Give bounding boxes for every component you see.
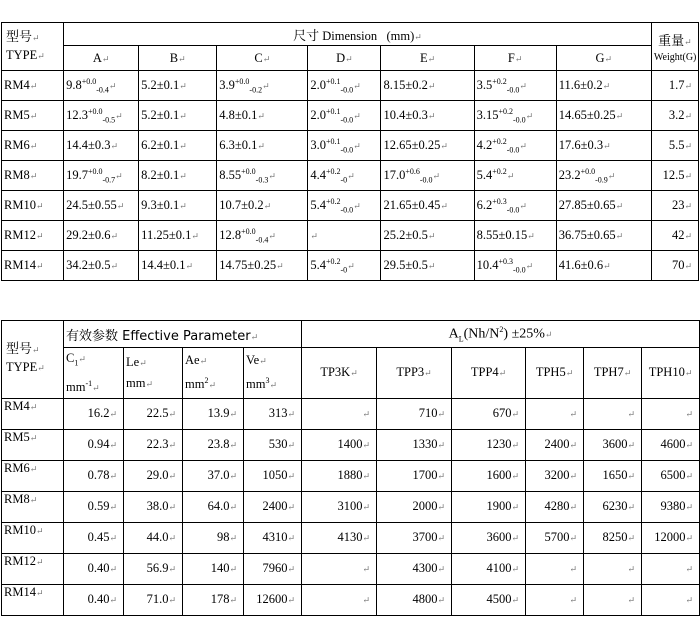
cell-weight: 23↵ [651, 191, 698, 221]
row-type: RM8↵ [2, 491, 64, 522]
material-col-tph5: TPH5↵ [526, 348, 584, 399]
effective-parameter-header: 有效参数 Effective Parameter↵ [64, 321, 302, 348]
cell-tph10: ↵ [642, 398, 700, 429]
cell-f: $3.5^{+0.2}_{-0.0}↵$ [474, 71, 556, 101]
cell-tph7: ↵ [584, 584, 642, 615]
cell-tpp3: 1330↵ [377, 429, 452, 460]
parameter-row-rm5 [2, 429, 700, 460]
cell-a: $9.8^{+0.0}_{-0.4}↵$ [64, 71, 139, 101]
cell-tpp3: 2000↵ [377, 491, 452, 522]
row-type: RM12↵ [2, 553, 64, 584]
cell-c1: 0.59↵ [64, 491, 124, 522]
cell-ae: 140↵ [183, 553, 244, 584]
cell-tph5: 5700↵ [526, 522, 584, 553]
parameter-row-rm12 [2, 553, 700, 584]
dimension-col-d: D↵ [308, 46, 381, 71]
cell-a: 24.5±0.55↵ [64, 191, 139, 221]
cell-tph5: ↵ [526, 398, 584, 429]
parameter-rows [2, 398, 700, 615]
cell-c1: 0.45↵ [64, 522, 124, 553]
cell-b: 5.2±0.1↵ [139, 101, 217, 131]
cell-tpp4: 670↵ [452, 398, 526, 429]
cell-tpp3: 1700↵ [377, 460, 452, 491]
cell-f: $5.4^{+0.2}↵$ [474, 161, 556, 191]
cell-ve: 1050↵ [244, 460, 302, 491]
cell-tph7: 1650↵ [584, 460, 642, 491]
cell-g: 17.6±0.3↵ [556, 131, 651, 161]
cell-c: 14.75±0.25↵ [217, 251, 308, 281]
cell-f: 8.55±0.15↵ [474, 221, 556, 251]
cell-le: 71.0↵ [124, 584, 183, 615]
cell-tph10: ↵ [642, 584, 700, 615]
cell-e: 25.2±0.5↵ [381, 221, 474, 251]
cell-ae: 64.0↵ [183, 491, 244, 522]
row-type: RM4↵ [2, 71, 64, 101]
cell-tph7: 6230↵ [584, 491, 642, 522]
cell-ve: 12600↵ [244, 584, 302, 615]
cell-tpp4: 4100↵ [452, 553, 526, 584]
row-type: RM6↵ [2, 131, 64, 161]
cell-weight: 12.5↵ [651, 161, 698, 191]
cell-tpp4: 1600↵ [452, 460, 526, 491]
cell-ve: 530↵ [244, 429, 302, 460]
cell-tph7: ↵ [584, 398, 642, 429]
dimension-row-rm14 [2, 251, 699, 281]
cell-tp3k: 1400↵ [302, 429, 377, 460]
dimension-column-headers [2, 46, 699, 71]
material-col-tpp4: TPP4↵ [452, 348, 526, 399]
cell-c: 4.8±0.1↵ [217, 101, 308, 131]
cell-tph5: 4280↵ [526, 491, 584, 522]
cell-c1: 16.2↵ [64, 398, 124, 429]
cell-tpp4: 4500↵ [452, 584, 526, 615]
cell-f: $10.4^{+0.3}_{-0.0}↵$ [474, 251, 556, 281]
cell-b: 6.2±0.1↵ [139, 131, 217, 161]
cell-ae: 178↵ [183, 584, 244, 615]
row-type: RM8↵ [2, 161, 64, 191]
cell-d: $5.4^{+0.2}_{-0}↵$ [308, 251, 381, 281]
cell-c: $12.8^{+0.0}_{-0.4}↵$ [217, 221, 308, 251]
cell-ae: 98↵ [183, 522, 244, 553]
param-col-ve: Ve↵ $mm^3↵$ [244, 348, 302, 399]
cell-c1: 0.40↵ [64, 553, 124, 584]
parameter-row-rm6 [2, 460, 700, 491]
cell-b: 9.3±0.1↵ [139, 191, 217, 221]
cell-a: $19.7^{+0.0}_{-0.7}↵$ [64, 161, 139, 191]
cell-ae: 37.0↵ [183, 460, 244, 491]
cell-c1: 0.78↵ [64, 460, 124, 491]
row-type: RM14↵ [2, 584, 64, 615]
cell-le: 22.3↵ [124, 429, 183, 460]
param-col-c1: $C_1↵$ $mm^{-1}↵$ [64, 348, 124, 399]
cell-tph10: 12000↵ [642, 522, 700, 553]
cell-tpp3: 4800↵ [377, 584, 452, 615]
cell-tp3k: 3100↵ [302, 491, 377, 522]
material-col-tp3k: TP3K↵ [302, 348, 377, 399]
cell-g: $23.2^{+0.0}_{-0.9}↵$ [556, 161, 651, 191]
type-header: 型号↵ TYPE↵ [2, 23, 64, 71]
cell-e: 8.15±0.2↵ [381, 71, 474, 101]
cell-tp3k: ↵ [302, 398, 377, 429]
parameter-row-rm10 [2, 522, 700, 553]
cell-weight: 5.5↵ [651, 131, 698, 161]
cell-f: $6.2^{+0.3}_{-0.0}↵$ [474, 191, 556, 221]
cell-c: $3.9^{+0.0}_{-0.2}↵$ [217, 71, 308, 101]
cell-le: 56.9↵ [124, 553, 183, 584]
cell-e: 29.5±0.5↵ [381, 251, 474, 281]
dimension-col-g: G↵ [556, 46, 651, 71]
cell-weight: 42↵ [651, 221, 698, 251]
cell-ve: 4310↵ [244, 522, 302, 553]
cell-tph5: 2400↵ [526, 429, 584, 460]
cell-ve: 2400↵ [244, 491, 302, 522]
cell-tph7: 3600↵ [584, 429, 642, 460]
cell-ae: 13.9↵ [183, 398, 244, 429]
cell-d: $5.4^{+0.2}_{-0.0}↵$ [308, 191, 381, 221]
cell-g: 36.75±0.65↵ [556, 221, 651, 251]
cell-tph10: 6500↵ [642, 460, 700, 491]
dimension-row-rm12 [2, 221, 699, 251]
cell-g: 27.85±0.65↵ [556, 191, 651, 221]
row-type: RM4↵ [2, 398, 64, 429]
parameter-row-rm14 [2, 584, 700, 615]
cell-tpp3: 710↵ [377, 398, 452, 429]
cell-tp3k: ↵ [302, 553, 377, 584]
dimension-row-rm4 [2, 71, 699, 101]
cell-f: $4.2^{+0.2}_{-0.0}↵$ [474, 131, 556, 161]
weight-header: 重量↵ Weight(G) [651, 23, 698, 71]
cell-a: 34.2±0.5↵ [64, 251, 139, 281]
cell-g: 41.6±0.6↵ [556, 251, 651, 281]
cell-le: 38.0↵ [124, 491, 183, 522]
cell-tpp4: 3600↵ [452, 522, 526, 553]
cell-tpp4: 1230↵ [452, 429, 526, 460]
cell-tph5: ↵ [526, 553, 584, 584]
cell-e: 10.4±0.3↵ [381, 101, 474, 131]
cell-d: ↵ [308, 221, 381, 251]
cell-c1: 0.94↵ [64, 429, 124, 460]
cell-tpp4: 1900↵ [452, 491, 526, 522]
al-header: $A_L(Nh/N^2)$ ±25%↵ [302, 321, 700, 348]
parameter-row-rm4 [2, 398, 700, 429]
dimension-row-rm10 [2, 191, 699, 221]
cell-b: 11.25±0.1↵ [139, 221, 217, 251]
row-type: RM14↵ [2, 251, 64, 281]
cell-le: 29.0↵ [124, 460, 183, 491]
dimension-col-c: C↵ [217, 46, 308, 71]
cell-tph10: ↵ [642, 553, 700, 584]
cell-e: $17.0^{+0.6}_{-0.0}↵$ [381, 161, 474, 191]
cell-d: $2.0^{+0.1}_{-0.0}↵$ [308, 71, 381, 101]
cell-c: 6.3±0.1↵ [217, 131, 308, 161]
cell-tph5: ↵ [526, 584, 584, 615]
cell-ve: 313↵ [244, 398, 302, 429]
cell-weight: 70↵ [651, 251, 698, 281]
cell-f: $3.15^{+0.2}_{-0.0}↵$ [474, 101, 556, 131]
dimension-row-rm6 [2, 131, 699, 161]
dimension-col-f: F↵ [474, 46, 556, 71]
dimension-header: 尺寸 Dimension (mm)↵ [64, 23, 652, 46]
cell-ve: 7960↵ [244, 553, 302, 584]
cell-c: 10.7±0.2↵ [217, 191, 308, 221]
cell-a: $12.3^{+0.0}_{-0.5}↵$ [64, 101, 139, 131]
dimension-row-rm8 [2, 161, 699, 191]
cell-ae: 23.8↵ [183, 429, 244, 460]
cell-b: 8.2±0.1↵ [139, 161, 217, 191]
cell-b: 5.2±0.1↵ [139, 71, 217, 101]
parameter-column-headers [2, 348, 700, 399]
dimension-rows [2, 71, 699, 281]
parameter-row-rm8 [2, 491, 700, 522]
cell-tph10: 9380↵ [642, 491, 700, 522]
row-type: RM6↵ [2, 460, 64, 491]
param-col-ae: Ae↵ $mm^2↵$ [183, 348, 244, 399]
dimension-col-a: A↵ [64, 46, 139, 71]
cell-e: 12.65±0.25↵ [381, 131, 474, 161]
dimension-table [1, 22, 699, 281]
cell-d: $2.0^{+0.1}_{-0.0}↵$ [308, 101, 381, 131]
cell-le: 22.5↵ [124, 398, 183, 429]
cell-tp3k: 1880↵ [302, 460, 377, 491]
row-type: RM10↵ [2, 522, 64, 553]
dimension-col-e: E↵ [381, 46, 474, 71]
material-col-tph7: TPH7↵ [584, 348, 642, 399]
row-type: RM10↵ [2, 191, 64, 221]
cell-c1: 0.40↵ [64, 584, 124, 615]
cell-e: 21.65±0.45↵ [381, 191, 474, 221]
cell-weight: 3.2↵ [651, 101, 698, 131]
cell-tph7: ↵ [584, 553, 642, 584]
param-col-le: Le↵ mm↵ [124, 348, 183, 399]
cell-b: 14.4±0.1↵ [139, 251, 217, 281]
cell-le: 44.0↵ [124, 522, 183, 553]
row-type: RM5↵ [2, 101, 64, 131]
cell-g: 11.6±0.2↵ [556, 71, 651, 101]
cell-tp3k: 4130↵ [302, 522, 377, 553]
row-type: RM5↵ [2, 429, 64, 460]
material-col-tph10: TPH10↵ [642, 348, 700, 399]
cell-g: 14.65±0.25↵ [556, 101, 651, 131]
cell-d: $4.4^{+0.2}_{-0}↵$ [308, 161, 381, 191]
cell-a: 29.2±0.6↵ [64, 221, 139, 251]
parameter-table [1, 320, 700, 616]
dimension-row-rm5 [2, 101, 699, 131]
cell-tph7: 8250↵ [584, 522, 642, 553]
cell-c: $8.55^{+0.0}_{-0.3}↵$ [217, 161, 308, 191]
cell-tph10: 4600↵ [642, 429, 700, 460]
cell-weight: 1.7↵ [651, 71, 698, 101]
cell-d: $3.0^{+0.1}_{-0.0}↵$ [308, 131, 381, 161]
cell-tpp3: 3700↵ [377, 522, 452, 553]
dimension-col-b: B↵ [139, 46, 217, 71]
cell-tph5: 3200↵ [526, 460, 584, 491]
cell-tp3k: ↵ [302, 584, 377, 615]
row-type: RM12↵ [2, 221, 64, 251]
type-header-2: 型号↵ TYPE↵ [2, 321, 64, 399]
cell-a: 14.4±0.3↵ [64, 131, 139, 161]
material-col-tpp3: TPP3↵ [377, 348, 452, 399]
cell-tpp3: 4300↵ [377, 553, 452, 584]
